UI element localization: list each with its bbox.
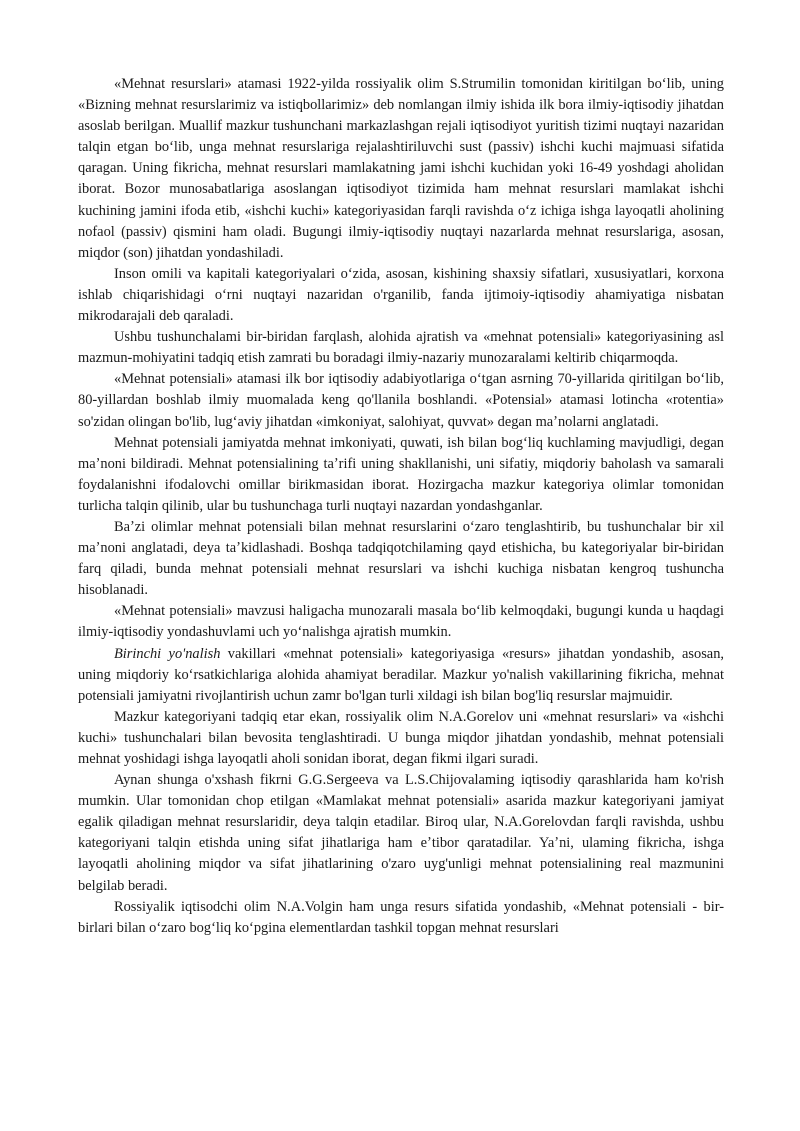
paragraph-3: Ushbu tushunchalami bir-biridan farqlash, alohida ajratish va «mehnat potensiali» kategoriyasining asl mazmun-mohiyatini tadqiq etish zamrati bu boradagi ilmiy-nazariy munozaralami keltirib chiqarmoqda. — [78, 329, 724, 367]
paragraph-8-lead: Birinchi yo'nalish — [114, 645, 221, 662]
paragraph-6: Baʼzi olimlar mehnat potensiali bilan mehnat resurslarini oʻzaro tenglashtirib, bu tushunchalar bir xil maʼnoni anglatadi, deya taʼkidlashadi. Boshqa tadqiqotchilaming qayd etishicha, bu kategoriyalar bir-biridan farq qiladi, bunda mehnat potensiali mehnat resurslari va ishchi kuchiga nisbatan kengroq tushuncha hisoblanadi. — [78, 518, 724, 599]
document-page — [78, 74, 724, 939]
paragraph-10: Aynan shunga o'xshash fikrni G.G.Sergeeva va L.S.Chijovalaming iqtisodiy qarashlarida ham ko'rish mumkin. Ular tomonidan chop etilgan «Mamlakat mehnat potensiali» asarida mazkur kategoriyani jamiyat egalik qiladigan mehnat resurslaridir, deya talqin etadilar. Biroq ular, N.A.Gorelovdan farqli ravishda, ushbu kategoriyani talqin etishda uning sifat jihatlariga ham eʼtibor qaratadilar. Yaʼni, ulaming fikricha, ishga layoqatli aholining miqdor va sifat jihatlarining o'zaro uyg'unligi mehnat potensialining real mazmunini belgilab beradi. — [78, 772, 724, 894]
paragraph-5: Mehnat potensiali jamiyatda mehnat imkoniyati, quwati, ish bilan bogʻliq kuchlaming mavjudligi, degan maʼnoni bildiradi. Mehnat potensialining taʼrifi uning shakllanishi, uni sifatiy, miqdoriy baholash va samarali foydalanishni ifodalovchi omillar birikmasidan iborat. Hozirgacha mazkur kategoriya olimlar tomonidan turlicha talqin qilinib, ular bu tushunchaga turli nuqtayi nazardan yondashganlar. — [78, 434, 724, 514]
paragraph-1: «Mehnat resurslari» atamasi 1922-yilda rossiyalik olim S.Strumilin tomonidan kiritilgan boʻlib, uning «Bizning mehnat resurslarimiz va istiqbollarimiz» deb nomlangan ilmiy ishida ilk bora ilmiy-iqtisodiy jihatdan asoslab berilgan. Muallif mazkur tushunchani markazlashgan rejali iqtisodiyot yuritish tizimi nuqtayi nazaridan talqin etgan boʻlib, unga mehnat resurslariga rejalashtiriluvchi sust (passiv) ishchi kuchi majmuasi sifatida qaragan. Uning fikricha, mehnat resurslari mamlakatning jami ishchi kuchidan yoki 16-49 yoshdagi aholidan iborat. Bozor munosabatlariga asoslangan iqtisodiyot tizimida ham mehnat resurslari mamlakat ishchi kuchining jamini ifoda etib, «ishchi kuchi» kategoriyasidan farqli ravishda oʻz ichiga ishga layoqatli aholining nofaol (passiv) qismini ham oladi. Bugungi ilmiy-iqtisodiy nuqtayi nazarlarda mehnat resurslariga, asosan, miqdor (son) jihatdan yondashiladi. — [78, 76, 724, 261]
paragraph-4: «Mehnat potensiali» atamasi ilk bor iqtisodiy adabiyotlariga oʻtgan asrning 70-yillarida qiritilgan boʻlib, 80-yillardan boshlab ilmiy muomalada keng qo'llanila boshlandi. «Potensial» atamasi lotincha «rotentia» so'zidan olingan bo'lib, lugʻaviy jihatdan «imkoniyat, salohiyat, quvvat» degan maʼnolarni anglatadi. — [78, 371, 724, 430]
paragraph-8-body: vakillari «mehnat potensiali» kategoriyasiga «resurs» jihatdan yondashib, asosan, uning miqdoriy koʻrsatkichlariga alohida ahamiyat beradilar. Mazkur yo'nalish vakillarining fikricha, mehnat potensiali jamiyatni rivojlantirish uchun zamr bo'lgan turli xildagi ish bilan bog'liq resurslar majmuidir. — [78, 645, 724, 704]
paragraph-9: Mazkur kategoriyani tadqiq etar ekan, rossiyalik olim N.A.Gorelov uni «mehnat resurslari» va «ishchi kuchi» tushunchalari bilan bevosita tenglashtiradi. U bunga miqdor jihatdan yondashib, mehnat potensiali mehnat yoshidagi ishga layoqatli aholi sonidan iborat, degan fikmi ilgari suradi. — [78, 708, 724, 767]
paragraph-11: Rossiyalik iqtisodchi olim N.A.Volgin ham unga resurs sifatida yondashib, «Mehnat potensiali - bir-birlari bilan oʻzaro bogʻliq koʻpgina elementlardan tashkil topgan mehnat resurslari — [78, 898, 724, 936]
paragraph-7: «Mehnat potensiali» mavzusi haligacha munozarali masala boʻlib kelmoqdaki, bugungi kunda u haqdagi ilmiy-iqtisodiy yondashuvlami uch yoʻnalishga ajratish mumkin. — [78, 603, 724, 641]
paragraph-8 — [78, 644, 724, 707]
paragraph-2: Inson omili va kapitali kategoriyalari oʻzida, asosan, kishining shaxsiy sifatlari, xususiyatlari, korxona ishlab chiqarishidagi oʻrni nuqtayi nazaridan o'rganilib, fanda ijtimoiy-iqtisodiy ahamiyatiga nisbatan mikrodarajali deb qaraladi. — [78, 265, 724, 325]
